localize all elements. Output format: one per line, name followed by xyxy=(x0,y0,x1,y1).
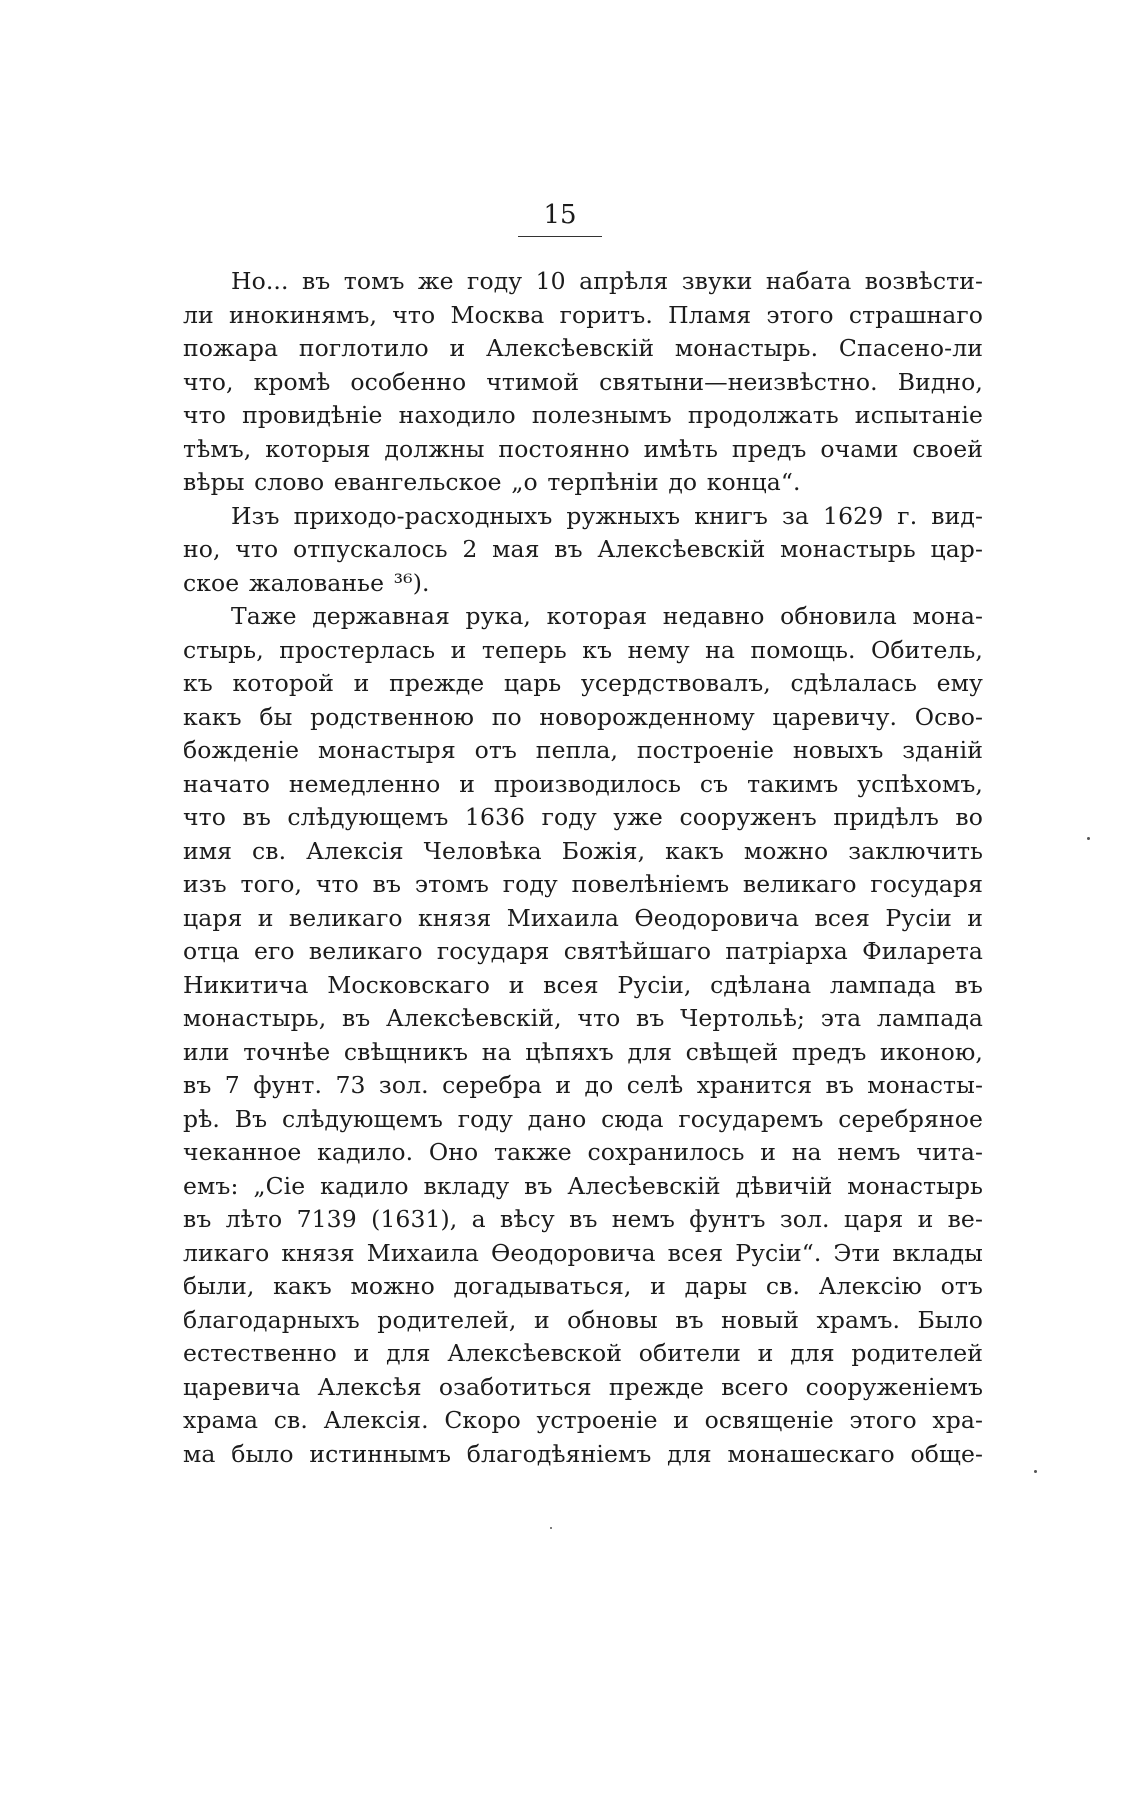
text-line: что, кромѣ особенно чтимой святыни—неизвѣстно. Видно, xyxy=(183,367,983,396)
page-number-underline xyxy=(518,236,602,237)
text-line: въ 7 фунт. 73 зол. серебра и до селѣ хранится въ монасты- xyxy=(183,1071,983,1099)
scan-speck xyxy=(1034,1470,1037,1473)
text-line: храма св. Алексія. Скоро устроеніе и освященіе этого хра- xyxy=(183,1406,983,1434)
text-line: Но... въ томъ же году 10 апрѣля звуки набата возвѣсти- xyxy=(231,267,983,295)
text-line: или точнѣе свѣщникъ на цѣпяхъ для свѣщей предъ иконою, xyxy=(183,1037,983,1066)
text-line: ликаго князя Михаила Ѳеодоровича всея Русіи“. Эти вклады xyxy=(183,1238,983,1267)
text-line: но, что отпускалось 2 мая въ Алексѣевскій монастырь цар- xyxy=(183,535,983,563)
scan-speck xyxy=(550,1527,552,1529)
text-line: были, какъ можно догадываться, и дары св. Алексію отъ xyxy=(183,1272,983,1300)
text-line: Изъ приходо-расходныхъ ружныхъ книгъ за 1629 г. вид- xyxy=(231,501,983,530)
text-line: отца его великаго государя святѣйшаго патріарха Филарета xyxy=(183,937,983,965)
text-line: естественно и для Алексѣевской обители и для родителей xyxy=(183,1339,983,1367)
text-line: ское жалованье ³⁶). xyxy=(183,568,430,597)
text-line: вѣры слово евангельское „о терпѣніи до конца“. xyxy=(183,468,801,496)
text-line: Никитича Московскаго и всея Русіи, сдѣлана лампада въ xyxy=(183,970,983,999)
text-line: царя и великаго князя Михаила Ѳеодоровича всея Русіи и xyxy=(183,903,983,932)
scan-speck xyxy=(1087,837,1090,840)
text-line: начато немедленно и производилось съ такимъ успѣхомъ, xyxy=(183,769,983,798)
text-line: царевича Алексѣя озаботиться прежде всего сооруженіемъ xyxy=(183,1372,983,1401)
text-line: имя св. Алексія Человѣка Божія, какъ можно заключить xyxy=(183,836,983,865)
text-line: какъ бы родственною по новорожденному царевичу. Осво- xyxy=(183,702,983,731)
page-number: 15 xyxy=(543,200,577,230)
text-line: рѣ. Въ слѣдующемъ году дано сюда государемъ серебряное xyxy=(183,1104,983,1133)
text-line: Таже державная рука, которая недавно обновила мона- xyxy=(231,602,983,630)
text-line: пожара поглотило и Алексѣевскій монастырь. Спасено-ли xyxy=(183,334,983,362)
text-line: божденіе монастыря отъ пепла, построеніе новыхъ зданій xyxy=(183,736,983,764)
text-line: что въ слѣдующемъ 1636 году уже сооруженъ придѣлъ во xyxy=(183,803,983,831)
text-line: къ которой и прежде царь усердствовалъ, сдѣлалась ему xyxy=(183,669,983,697)
text-line: чеканное кадило. Оно также сохранилось и на немъ чита- xyxy=(183,1138,983,1166)
text-line: ли инокинямъ, что Москва горитъ. Пламя этого страшнаго xyxy=(183,300,983,329)
text-line: ма было истиннымъ благодѣяніемъ для монашескаго обще- xyxy=(183,1439,983,1468)
text-line: стырь, простерлась и теперь къ нему на помощь. Обитель, xyxy=(183,635,983,664)
text-line: изъ того, что въ этомъ году повелѣніемъ великаго государя xyxy=(183,870,983,898)
body-text xyxy=(183,265,983,1471)
text-line: въ лѣто 7139 (1631), а вѣсу въ немъ фунтъ зол. царя и ве- xyxy=(183,1205,983,1233)
text-line: емъ: „Сіе кадило вкладу въ Алесѣевскій дѣвичій монастырь xyxy=(183,1171,983,1200)
text-line: благодарныхъ родителей, и обновы въ новый храмъ. Было xyxy=(183,1305,983,1334)
text-line: монастырь, въ Алексѣевскій, что въ Чертольѣ; эта лампада xyxy=(183,1004,983,1032)
text-line: что провидѣніе находило полезнымъ продолжать испытаніе xyxy=(183,401,983,429)
text-line: тѣмъ, которыя должны постоянно имѣть предъ очами своей xyxy=(183,434,983,463)
